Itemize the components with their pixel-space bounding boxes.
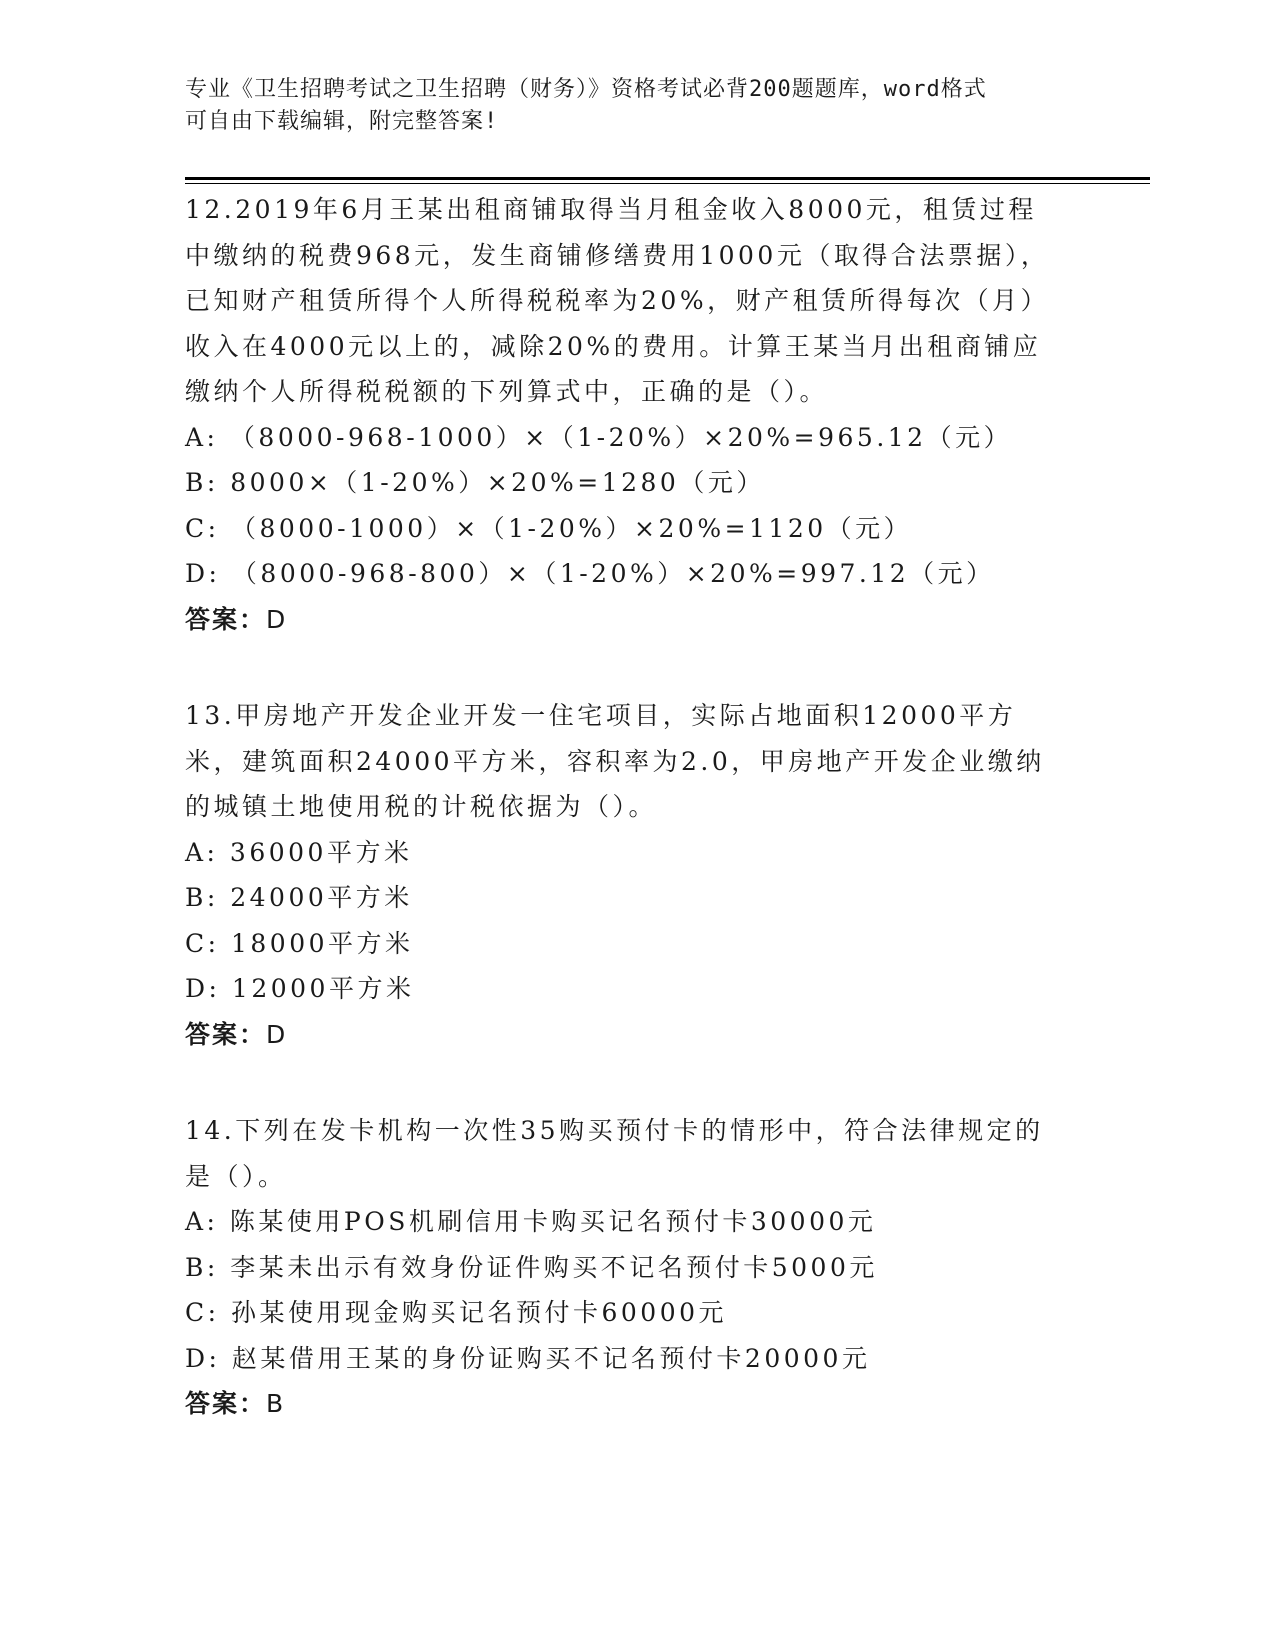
option-c: C: 孙某使用现金购买记名预付卡60000元 xyxy=(185,1298,728,1327)
option-a: A: （8000-968-1000）×（1-20%）×20%=965.12（元） xyxy=(185,422,1013,452)
answer-label: 答案： xyxy=(185,1019,267,1049)
option-d: D: （8000-968-800）×（1-20%）×20%=997.12（元） xyxy=(185,559,995,588)
option-a: A: 36000平方米 xyxy=(185,837,413,867)
header-line-1: 专业《卫生招聘考试之卫生招聘（财务）》资格考试必背200题题库，word格式 xyxy=(185,77,987,102)
option-c: C: 18000平方米 xyxy=(185,928,414,958)
question-text: 12.2019年6月王某出租商铺取得当月租金收入8000元，租赁过程中缴纳的税费968元，发生商铺修缮费用1000元（取得合法票据），已知财产租赁所得个人所得税税率为20%，财产租赁所得每次（月）收入在4000元以上的，减除20%的费用。计算王某当月出租商铺应缴纳个人所得税税额的下列算式中，正确的是（）。 xyxy=(185,195,1050,406)
option-b: B: 8000×（1-20%）×20%=1280（元） xyxy=(185,468,765,497)
answer-label: 答案： xyxy=(185,1389,267,1418)
header-divider-thick xyxy=(185,177,1150,180)
answer-label: 答案： xyxy=(185,604,267,634)
answer-value: D xyxy=(266,1019,288,1049)
answer-line xyxy=(185,597,1085,643)
question-13 xyxy=(185,693,1085,1057)
option-d: D: 12000平方米 xyxy=(185,974,415,1003)
question-12 xyxy=(185,187,1085,642)
option-a: A: 陈某使用POS机刷信用卡购买记名预付卡30000元 xyxy=(185,1207,877,1236)
question-text: 13.甲房地产开发企业开发一住宅项目，实际占地面积12000平方米，建筑面积24000平方米，容积率为2.0，甲房地产开发企业缴纳的城镇土地使用税的计税依据为（）。 xyxy=(185,701,1045,821)
header-divider-thin xyxy=(185,183,1150,184)
question-text: 14.下列在发卡机构一次性35购买预付卡的情形中，符合法律规定的是（）。 xyxy=(185,1116,1044,1191)
question-14 xyxy=(185,1108,1085,1427)
header-line-2: 可自由下载编辑，附完整答案! xyxy=(185,109,499,134)
option-d: D: 赵某借用王某的身份证购买不记名预付卡20000元 xyxy=(185,1343,871,1373)
answer-value: B xyxy=(266,1389,286,1418)
document-header xyxy=(185,74,1085,138)
answer-line xyxy=(185,1012,1085,1058)
option-b: B: 李某未出示有效身份证件购买不记名预付卡5000元 xyxy=(185,1252,878,1282)
option-c: C: （8000-1000）×（1-20%）×20%=1120（元） xyxy=(185,513,913,543)
answer-value: D xyxy=(266,604,288,634)
answer-line xyxy=(185,1381,1085,1427)
question-list xyxy=(185,187,1085,1478)
option-b: B: 24000平方米 xyxy=(185,883,413,912)
